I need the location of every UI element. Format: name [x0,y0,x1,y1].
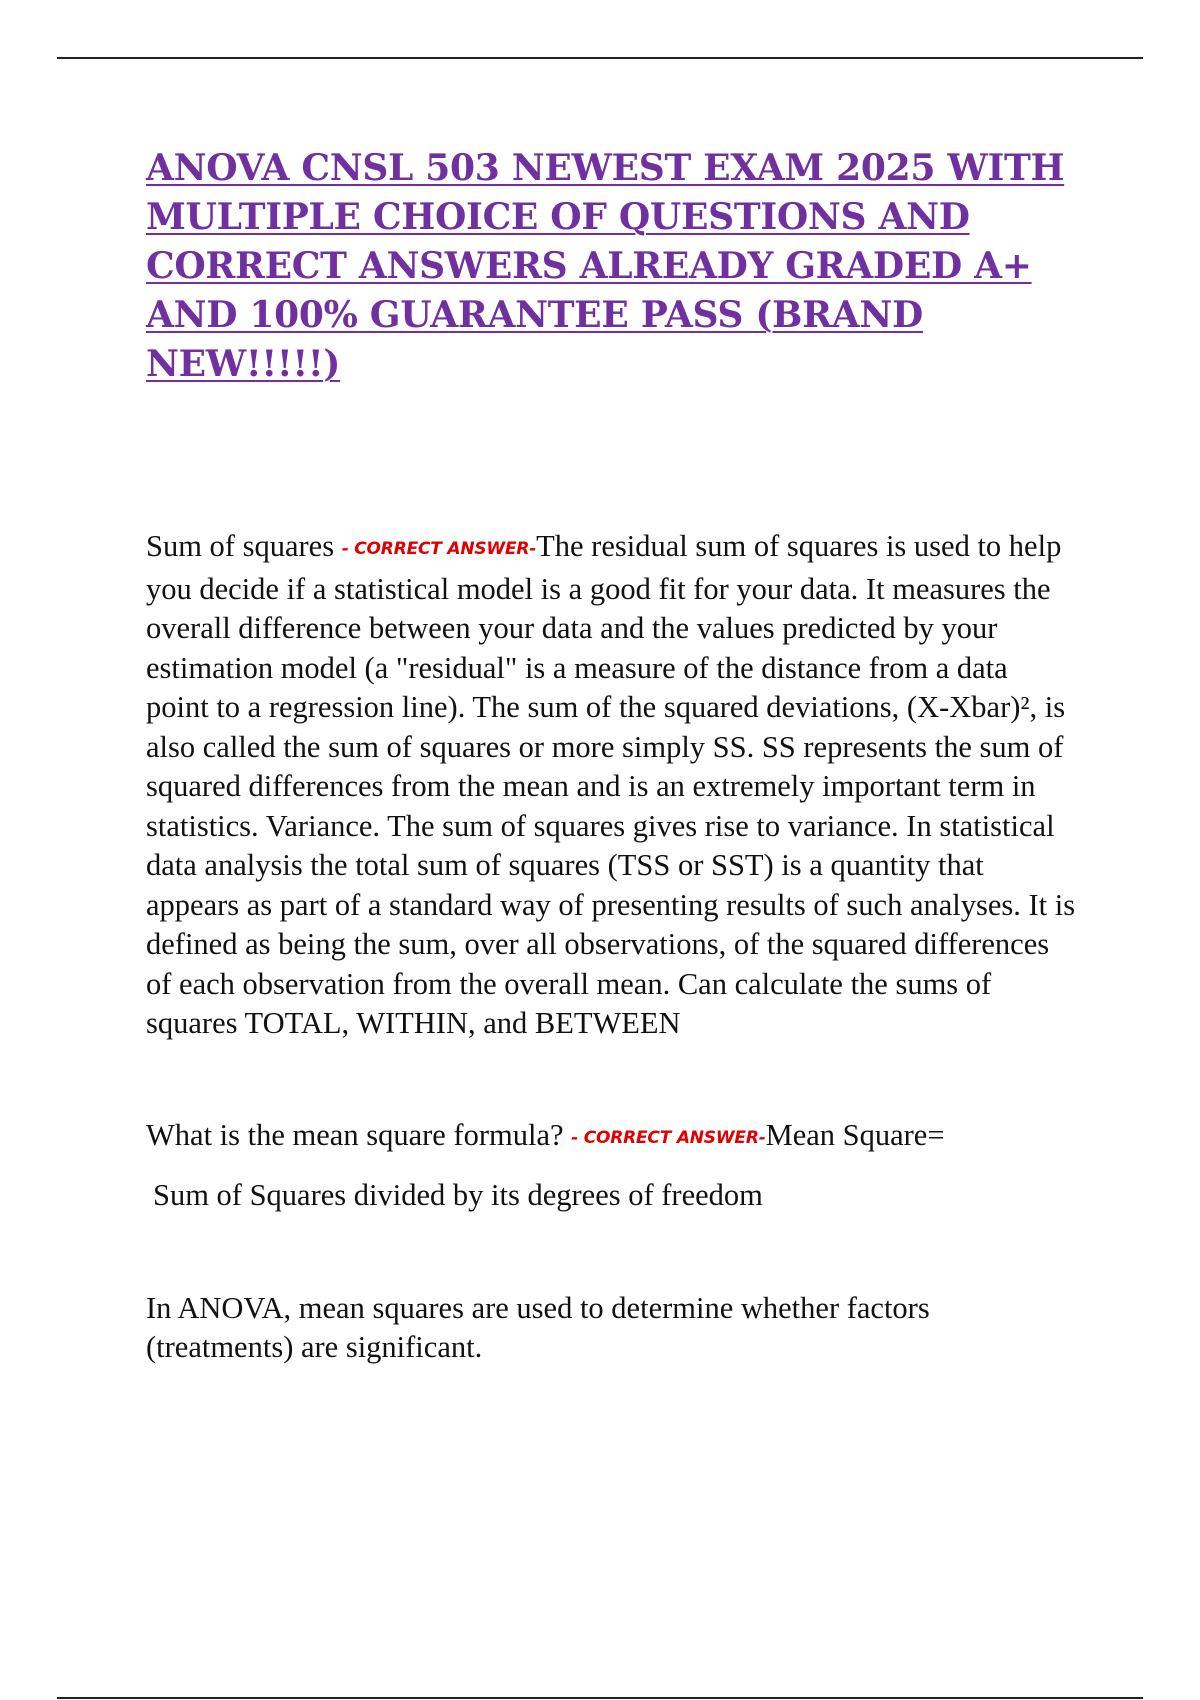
qa-item-sum-of-squares [146,527,1076,1044]
correct-answer-tag: - CORRECT ANSWER- [341,539,537,559]
answer-text: Mean Square= [765,1117,945,1152]
question-text: What is the mean square formula? [146,1117,572,1152]
question-text: Sum of squares [146,529,342,563]
answer-continued-text: Sum of Squares divided by its degrees of freedom [153,1178,763,1212]
document-title: ANOVA CNSL 503 NEWEST EXAM 2025 WITH MULTIPLE CHOICE OF QUESTIONS AND CORRECT ANSWERS ALREADY GRADED A+ AND 100% GUARANTEE PASS (BRAND NEW!!!!!) [146,147,1065,385]
top-divider [57,57,1143,59]
page-content [146,144,1076,1368]
bottom-divider [57,1697,1143,1699]
qa-item-mean-square [146,1116,1076,1159]
answer-text: The residual sum of squares is used to help you decide if a statistical model is a good fit for your data. It measures the overall difference between your data and the values predicted by your estimation model (a "residual" is a measure of the distance from a data point to a regression line). The sum of the squared deviations, (X-Xbar)², is also called the sum of squares or more simply SS. SS represents the sum of squared differences from the mean and is an extremely important term in statistics. Variance. The sum of squares gives rise to variance. In statistical data analysis the total sum of squares (TSS or SST) is a quantity that appears as part of a standard way of presenting results of such analyses. It is defined as being the sum, over all observations, of the squared differences of each observation from the overall mean. Can calculate the sums of squares TOTAL, WITHIN, and BETWEEN [146,529,1076,1040]
correct-answer-tag: - CORRECT ANSWER- [571,1127,766,1148]
anova-note: In ANOVA, mean squares are used to determine whether factors (treatments) are significant. [146,1290,930,1364]
